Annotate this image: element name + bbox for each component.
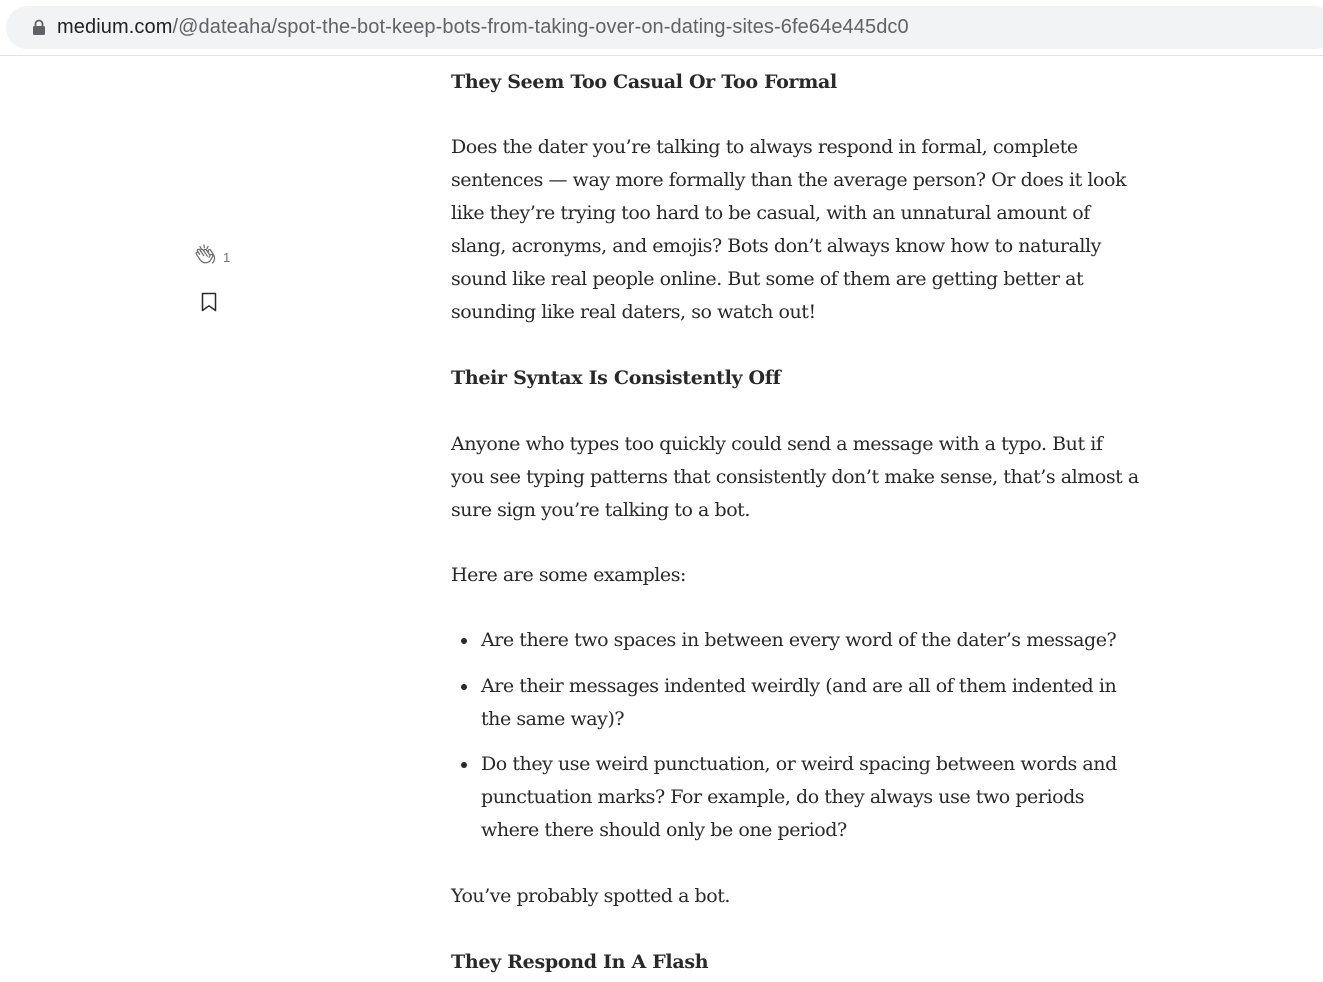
section-heading: They Respond In A Flash: [451, 951, 709, 973]
list-item-text: Are there two spaces in between every word of the dater’s message?: [481, 629, 1117, 651]
section-heading: They Seem Too Casual Or Too Formal: [451, 71, 837, 93]
paragraph: Does the dater you’re talking to always respond in formal, complete sentences — way more formally than the average person? Or does it look like they’re trying too hard to be casual, with an unnatural amount of slang, acronyms, and emojis? Bots don’t always know how to naturally sound like real people online. But some of them are getting better at sounding like real daters, so watch out!: [451, 136, 1127, 323]
bookmark-button[interactable]: [199, 291, 219, 313]
clap-icon: [191, 242, 219, 270]
list-item-text: Do they use weird punctuation, or weird spacing between words and punctuation marks? For example, do they always use two periods where there should only be one period?: [481, 753, 1117, 841]
url-host: medium.com: [57, 16, 173, 38]
bullet-dot: [461, 762, 467, 768]
examples-list: [451, 624, 1141, 847]
list-item: [451, 748, 1141, 847]
lock-icon[interactable]: [32, 19, 46, 36]
list-item: [451, 670, 1141, 736]
section-heading: Their Syntax Is Consistently Off: [451, 367, 781, 389]
bookmark-icon: [199, 291, 219, 313]
address-bar[interactable]: [6, 6, 1323, 49]
paragraph: Here are some examples:: [451, 564, 686, 586]
browser-toolbar: [0, 0, 1323, 56]
list-item-text: Are their messages indented weirdly (and are all of them indented in the same way)?: [481, 675, 1117, 730]
paragraph: You’ve probably spotted a bot.: [451, 885, 731, 907]
clap-button[interactable]: [191, 242, 239, 272]
paragraph: Anyone who types too quickly could send a message with a typo. But if you see typing patterns that consistently don’t make sense, that’s almost a sure sign you’re talking to a bot.: [451, 433, 1139, 521]
bullet-dot: [461, 684, 467, 690]
url-path: /@dateaha/spot-the-bot-keep-bots-from-taking-over-on-dating-sites-6fe64e445dc0: [172, 16, 909, 38]
clap-count: 1: [223, 250, 231, 265]
list-item: [451, 624, 1141, 657]
bullet-dot: [461, 638, 467, 644]
url-text[interactable]: [57, 15, 909, 39]
